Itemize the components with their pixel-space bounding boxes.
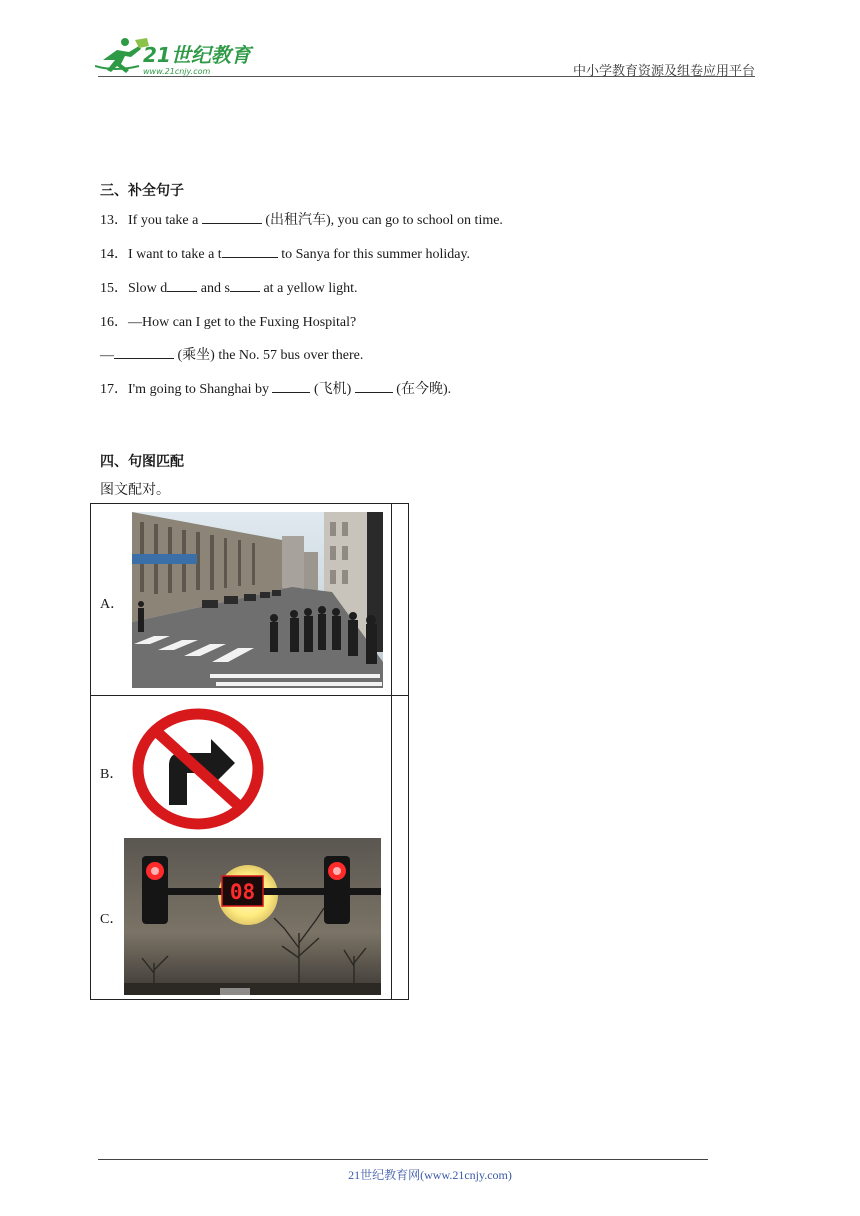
no-right-turn-sign-icon <box>131 707 265 831</box>
option-a-label: A． <box>100 597 125 612</box>
section-4-title: 四、句图匹配 <box>100 454 184 470</box>
question-hint: (出租汽车), you can go to school on time. <box>265 213 503 228</box>
question-15 <box>100 277 358 297</box>
question-text: I want to take a t <box>128 247 222 262</box>
question-hint-2: (在今晚). <box>396 382 452 397</box>
logo-url: www.21cnjy.com <box>143 67 211 76</box>
answer-blank <box>202 211 262 224</box>
site-logo <box>95 36 265 78</box>
section-4-instruction: 图文配对。 <box>100 483 170 498</box>
answer-blank <box>272 380 310 393</box>
red-traffic-light-image <box>124 838 381 995</box>
question-text: Slow d <box>128 281 168 296</box>
table-row-divider <box>90 695 409 696</box>
header-divider <box>98 76 755 77</box>
option-b-label: B． <box>100 767 124 782</box>
answer-blank <box>222 245 278 258</box>
question-16 <box>100 311 356 331</box>
question-text: If you take a <box>128 213 199 228</box>
question-text: —How can I get to the Fuxing Hospital? <box>128 315 357 330</box>
option-c-label: C． <box>100 912 124 927</box>
question-number: 15． <box>100 281 128 296</box>
question-13 <box>100 209 503 229</box>
runner-logo-icon <box>95 38 149 73</box>
question-16-response: — (乘坐) the No. 57 bus over there. <box>100 348 364 363</box>
question-number: 13． <box>100 213 128 228</box>
question-text: I'm going to Shanghai by <box>128 382 269 397</box>
question-number: 14． <box>100 247 128 262</box>
question-14 <box>100 243 470 263</box>
answer-blank <box>355 380 393 393</box>
question-17 <box>100 378 451 398</box>
answer-blank <box>230 279 260 292</box>
footer-divider <box>98 1159 708 1160</box>
footer-link[interactable]: 21世纪教育网(www.21cnjy.com) <box>348 1168 512 1182</box>
question-hint-1: (飞机) <box>313 382 352 397</box>
logo-text: 21世纪教育 <box>143 43 251 67</box>
answer-blank <box>114 346 174 359</box>
question-text-end: at a yellow light. <box>263 281 358 296</box>
header-platform-text: 中小学教育资源及组卷应用平台 <box>572 63 755 78</box>
answer-blank <box>167 279 197 292</box>
section-3-title: 三、补全句子 <box>100 183 184 199</box>
street-crosswalk-image <box>132 512 383 688</box>
question-text-mid: and s <box>200 281 230 296</box>
countdown-digits: 08 <box>229 880 256 904</box>
question-number: 16． <box>100 315 128 330</box>
question-hint: (乘坐) the No. 57 bus over there. <box>177 348 364 363</box>
table-column-divider <box>391 503 392 1000</box>
question-text-end: to Sanya for this summer holiday. <box>281 247 471 262</box>
question-number: 17． <box>100 382 128 397</box>
